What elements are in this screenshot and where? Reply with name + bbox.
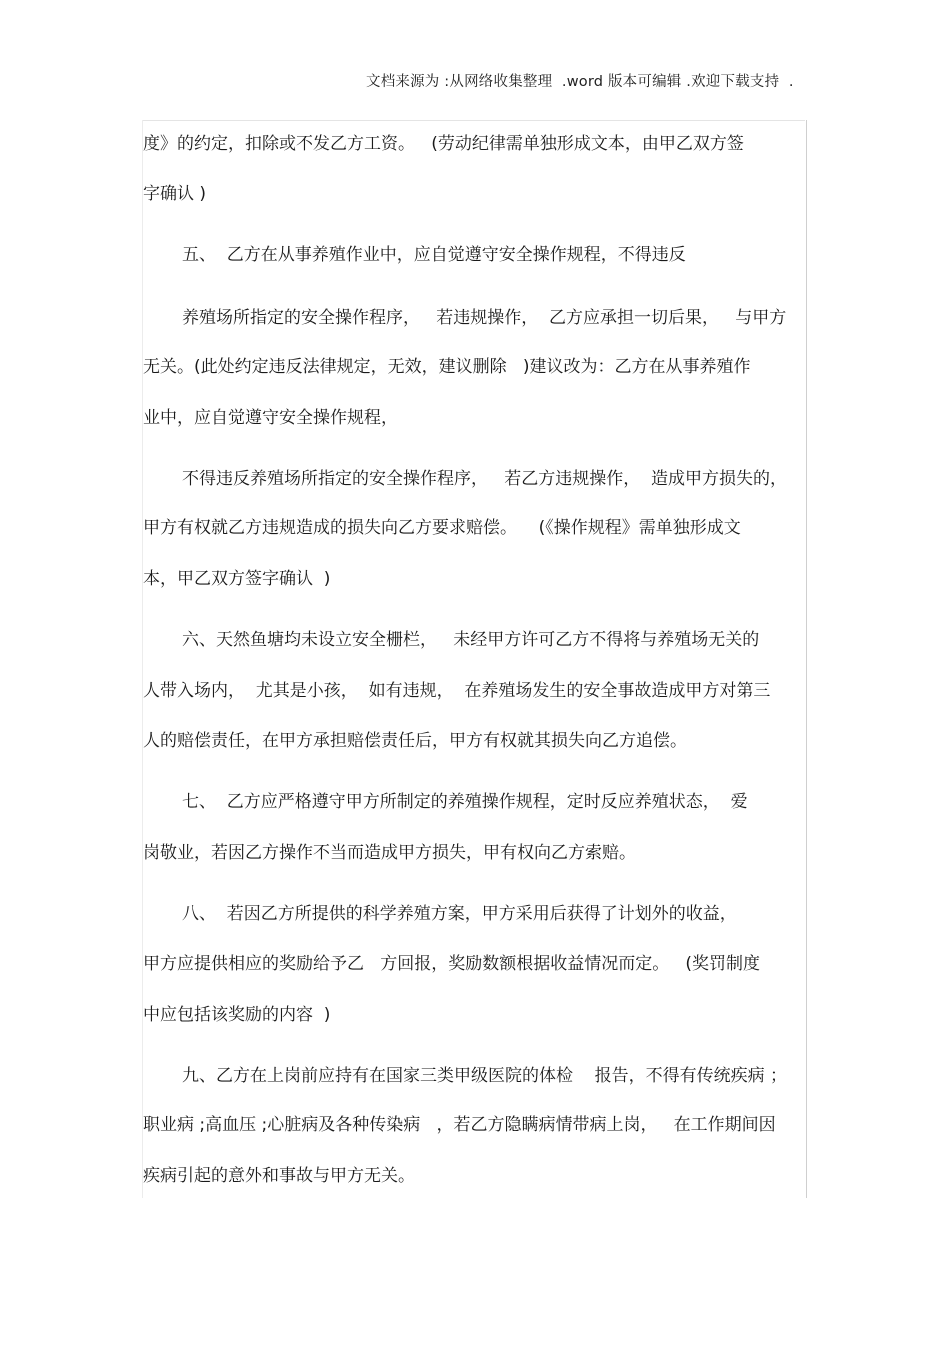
body-line: 中应包括该奖励的内容 ) [143, 1005, 331, 1025]
body-line: 七、 乙方应严格遵守甲方所制定的养殖操作规程，定时反应养殖状态， 爱 [182, 792, 748, 812]
body-line: 度》的约定，扣除或不发乙方工资。 (劳动纪律需单独形成文本，由甲乙双方签 [143, 134, 744, 154]
body-line: 本，甲乙双方签字确认 ) [143, 569, 331, 589]
body-line: 养殖场所指定的安全操作程序， 若违规操作， 乙方应承担一切后果， 与甲方 [182, 308, 787, 328]
body-line: 六、天然鱼塘均未设立安全栅栏， 未经甲方许可乙方不得将与养殖场无关的 [182, 630, 760, 650]
page-header: 文档来源为 :从网络收集整理 .word 版本可编辑 .欢迎下载支持 . [366, 74, 794, 90]
body-line: 疾病引起的意外和事故与甲方无关。 [143, 1166, 415, 1186]
body-line: 业中，应自觉遵守安全操作规程， [143, 408, 398, 428]
body-line: 岗敬业，若因乙方操作不当而造成甲方损失，甲有权向乙方索赔。 [143, 843, 636, 863]
body-line: 职业病 ;高血压 ;心脏病及各种传染病 ，若乙方隐瞒病情带病上岗， 在工作期间因 [143, 1115, 776, 1135]
body-line: 甲方应提供相应的奖励给予乙 方回报，奖励数额根据收益情况而定。 (奖罚制度 [143, 954, 761, 974]
body-line: 五、 乙方在从事养殖作业中，应自觉遵守安全操作规程，不得违反 [182, 245, 686, 265]
body-line: 九、乙方在上岗前应持有在国家三类甲级医院的体检 报告，不得有传统疾病 ； [182, 1066, 788, 1086]
body-line: 人的赔偿责任，在甲方承担赔偿责任后，甲方有权就其损失向乙方追偿。 [143, 731, 687, 751]
body-line: 无关。(此处约定违反法律规定，无效，建议删除 )建议改为：乙方在从事养殖作 [143, 357, 751, 377]
body-line: 八、 若因乙方所提供的科学养殖方案，甲方采用后获得了计划外的收益， [182, 904, 737, 924]
body-line: 字确认 ) [143, 184, 207, 204]
body-line: 人带入场内， 尤其是小孩， 如有违规， 在养殖场发生的安全事故造成甲方对第三 [143, 681, 771, 701]
body-line: 甲方有权就乙方违规造成的损失向乙方要求赔偿。 (《操作规程》需单独形成文 [143, 518, 741, 538]
page-frame [142, 120, 807, 1198]
body-line: 不得违反养殖场所指定的安全操作程序， 若乙方违规操作， 造成甲方损失的， [182, 469, 788, 489]
